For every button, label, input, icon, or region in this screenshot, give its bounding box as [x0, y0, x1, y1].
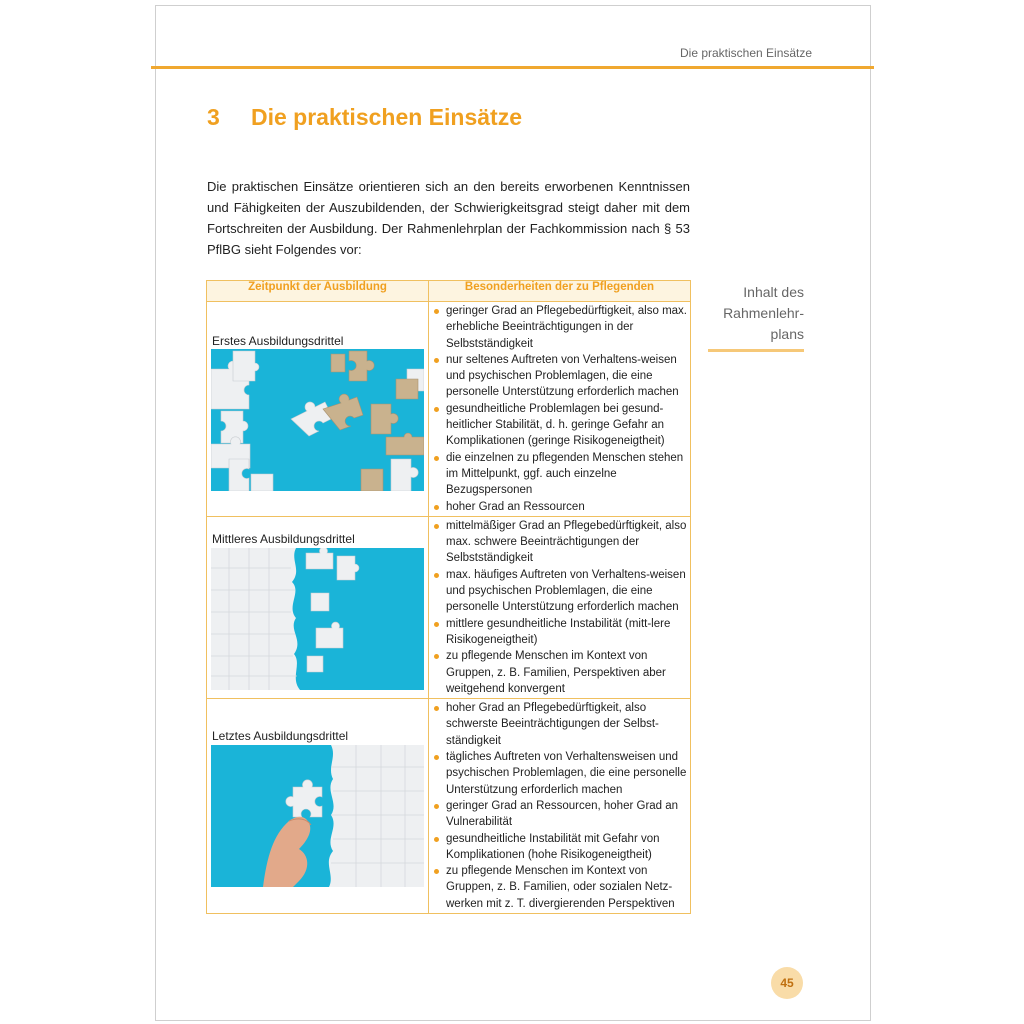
list-item: die einzelnen zu pflegenden Menschen stehen im Mittelpunkt, ggf. auch einzelne Bezugspersonen: [429, 450, 688, 499]
table-row: [207, 699, 691, 914]
stage-cell: [207, 516, 429, 698]
chapter-heading: [207, 104, 522, 131]
curriculum-table: [206, 280, 691, 914]
characteristics-cell: [429, 302, 691, 517]
hand-placing-last-puzzle-piece-photo: [211, 745, 424, 887]
bullet-list: [429, 699, 690, 913]
stage-label: Erstes Ausbildungsdrittel: [212, 334, 344, 348]
list-item: hoher Grad an Pflegebedürftigkeit, also schwerste Beeinträchtigungen der Selbst-ständigkeit: [429, 700, 688, 749]
list-item: mittlere gesundheitliche Instabilität (mitt-lere Risikogeneigtheit): [429, 616, 688, 649]
characteristics-cell: [429, 699, 691, 914]
column-header: Besonderheiten der zu Pflegenden: [429, 281, 691, 302]
half-assembled-puzzle-photo: [211, 548, 424, 690]
chapter-number: 3: [207, 104, 220, 130]
table-header-row: [207, 281, 691, 302]
list-item: mittelmäßiger Grad an Pflegebedürftigkeit, also max. schwere Beeinträchtigungen der Selbstständigkeit: [429, 518, 688, 567]
column-header: Zeitpunkt der Ausbildung: [207, 281, 429, 302]
list-item: gesundheitliche Instabilität mit Gefahr von Komplikationen (hohe Risikogeneigtheit): [429, 831, 688, 864]
list-item: tägliches Auftreten von Verhaltensweisen und psychischen Problemlagen, die eine personelle Unterstützung erforderlich machen: [429, 749, 688, 798]
list-item: nur seltenes Auftreten von Verhaltens-weisen und psychischen Problemlagen, die eine personelle Unterstützung erforderlich machen: [429, 352, 688, 401]
list-item: max. häufiges Auftreten von Verhaltens-weisen und psychischen Problemlagen, die eine personelle Unterstützung erforderlich machen: [429, 567, 688, 616]
intro-paragraph: Die praktischen Einsätze orientieren sich an den bereits erworbenen Kenntnissen und Fähigkeiten der Auszubildenden, der Schwierigkeitsgrad steigt daher mit dem Fortschreiten der Ausbildung. Der Rahmenlehrplan der Fachkommission nach § 53 PflBG sieht Folgendes vor:: [207, 179, 690, 257]
page-number: 45: [771, 967, 803, 999]
margin-note-line: Inhalt des: [743, 284, 804, 300]
stage-cell: [207, 699, 429, 914]
list-item: gesundheitliche Problemlagen bei gesund-heitlicher Stabilität, d. h. geringe Gefahr an Komplikationen (geringe Risikogeneigtheit): [429, 401, 688, 450]
bullet-list: [429, 517, 690, 698]
bullet-list: [429, 302, 690, 516]
stage-label: Letztes Ausbildungsdrittel: [212, 729, 349, 744]
list-item: geringer Grad an Pflegebedürftigkeit, also max. erhebliche Beeinträchtigungen in der Selbstständigkeit: [429, 303, 688, 352]
chapter-title: Die praktischen Einsätze: [251, 104, 522, 130]
list-item: geringer Grad an Ressourcen, hoher Grad an Vulnerabilität: [429, 798, 688, 831]
table-row: [207, 516, 691, 698]
list-item: hoher Grad an Ressourcen: [429, 499, 688, 515]
margin-note-line: plans: [770, 326, 804, 342]
running-head: Die praktischen Einsätze: [680, 46, 813, 60]
list-item: zu pflegende Menschen im Kontext von Gruppen, z. B. Familien, oder sozialen Netz-werken mit z. T. divergierenden Perspektiven: [429, 863, 688, 912]
margin-note: [708, 282, 804, 352]
stage-cell: [207, 302, 429, 517]
margin-note-line: Rahmenlehr-: [723, 305, 804, 321]
header-rule: [151, 66, 874, 69]
table-row: [207, 302, 691, 517]
characteristics-cell: [429, 516, 691, 698]
stage-label: Mittleres Ausbildungsdrittel: [212, 531, 355, 546]
list-item: zu pflegende Menschen im Kontext von Gruppen, z. B. Familien, Perspektiven aber weitgehend konvergent: [429, 648, 688, 697]
scattered-puzzle-pieces-photo: [211, 349, 424, 491]
